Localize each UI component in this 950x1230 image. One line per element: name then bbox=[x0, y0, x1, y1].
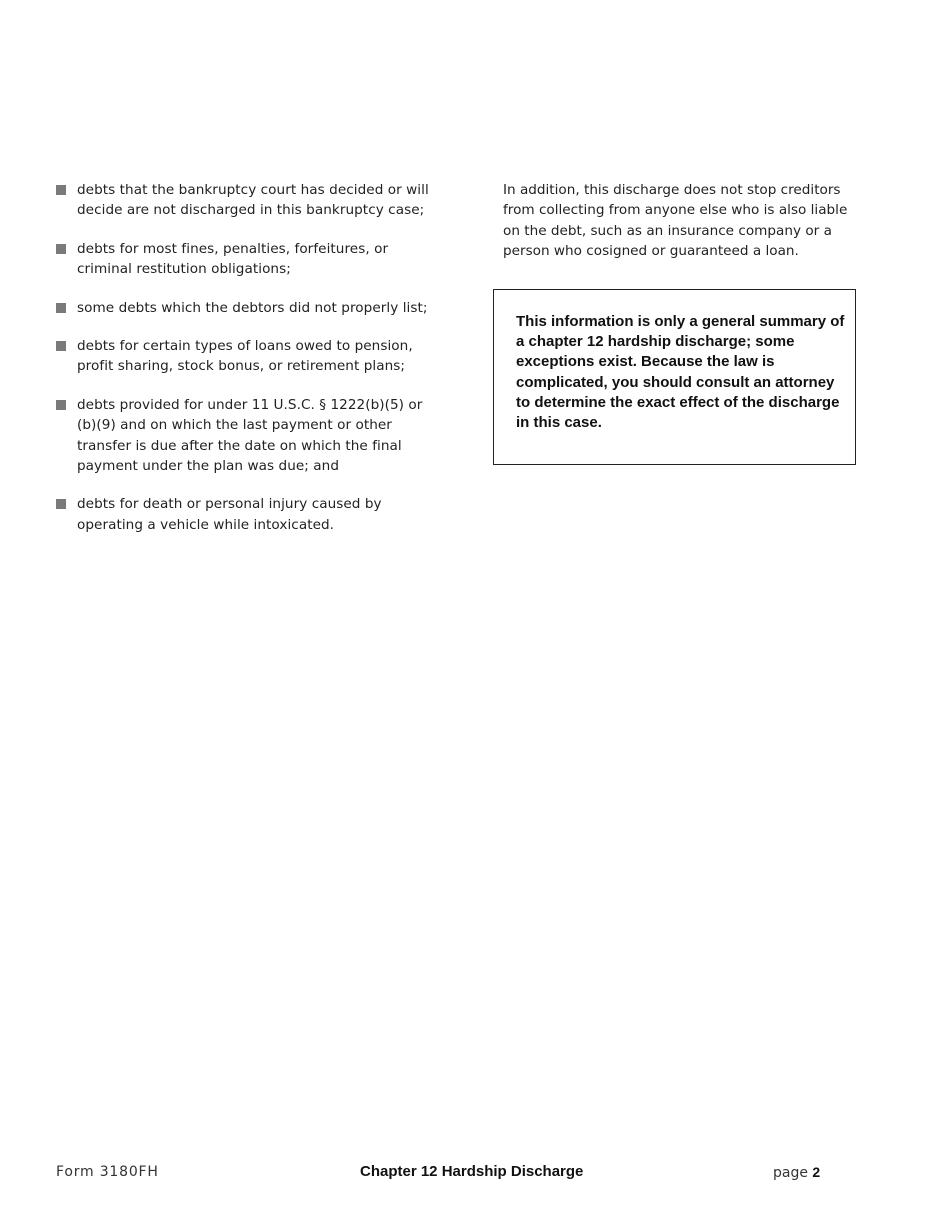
square-bullet-icon bbox=[56, 303, 66, 313]
list-item-text: debts for death or personal injury caused by operating a vehicle while intoxicated. bbox=[77, 496, 382, 533]
general-summary-box bbox=[493, 289, 856, 465]
page-label: page bbox=[773, 1165, 808, 1181]
list-item bbox=[56, 298, 436, 318]
list-item bbox=[56, 239, 436, 280]
list-item bbox=[56, 494, 436, 535]
list-item bbox=[56, 180, 436, 221]
page-indicator bbox=[773, 1164, 820, 1181]
addition-paragraph: In addition, this discharge does not stop creditors from collecting from anyone else who is also liable on the debt, such as an insurance company or a person who cosigned or guaranteed a loan. bbox=[503, 182, 848, 260]
list-item-text: debts for most fines, penalties, forfeitures, or criminal restitution obligations; bbox=[77, 240, 389, 278]
left-column bbox=[56, 180, 436, 553]
list-item-text: debts provided for under 11 U.S.C. § 1222(b)(5) or (b)(9) and on which the last payment or other transfer is due after the date on which the final payment under the plan was due; and bbox=[77, 396, 423, 475]
square-bullet-icon bbox=[56, 499, 66, 509]
list-item-text: debts that the bankruptcy court has decided or will decide are not discharged in this bankruptcy case; bbox=[77, 182, 429, 219]
square-bullet-icon bbox=[56, 185, 66, 195]
general-summary-text: This information is only a general summary of a chapter 12 hardship discharge; some exceptions exist. Because the law is complicated, you should consult an attorney to determine the exact effect of the discharge in this case. bbox=[516, 313, 845, 432]
square-bullet-icon bbox=[56, 400, 66, 410]
form-number: Form 3180FH bbox=[56, 1164, 159, 1180]
non-discharged-debts-list bbox=[56, 180, 436, 535]
square-bullet-icon bbox=[56, 244, 66, 254]
page-footer bbox=[0, 1162, 950, 1184]
square-bullet-icon bbox=[56, 341, 66, 351]
footer-title: Chapter 12 Hardship Discharge bbox=[360, 1163, 584, 1180]
list-item-text: some debts which the debtors did not properly list; bbox=[77, 299, 428, 316]
right-column bbox=[503, 180, 863, 262]
list-item bbox=[56, 336, 436, 377]
list-item bbox=[56, 395, 436, 477]
list-item-text: debts for certain types of loans owed to pension, profit sharing, stock bonus, or retirement plans; bbox=[77, 338, 413, 375]
page-number: 2 bbox=[812, 1164, 821, 1180]
